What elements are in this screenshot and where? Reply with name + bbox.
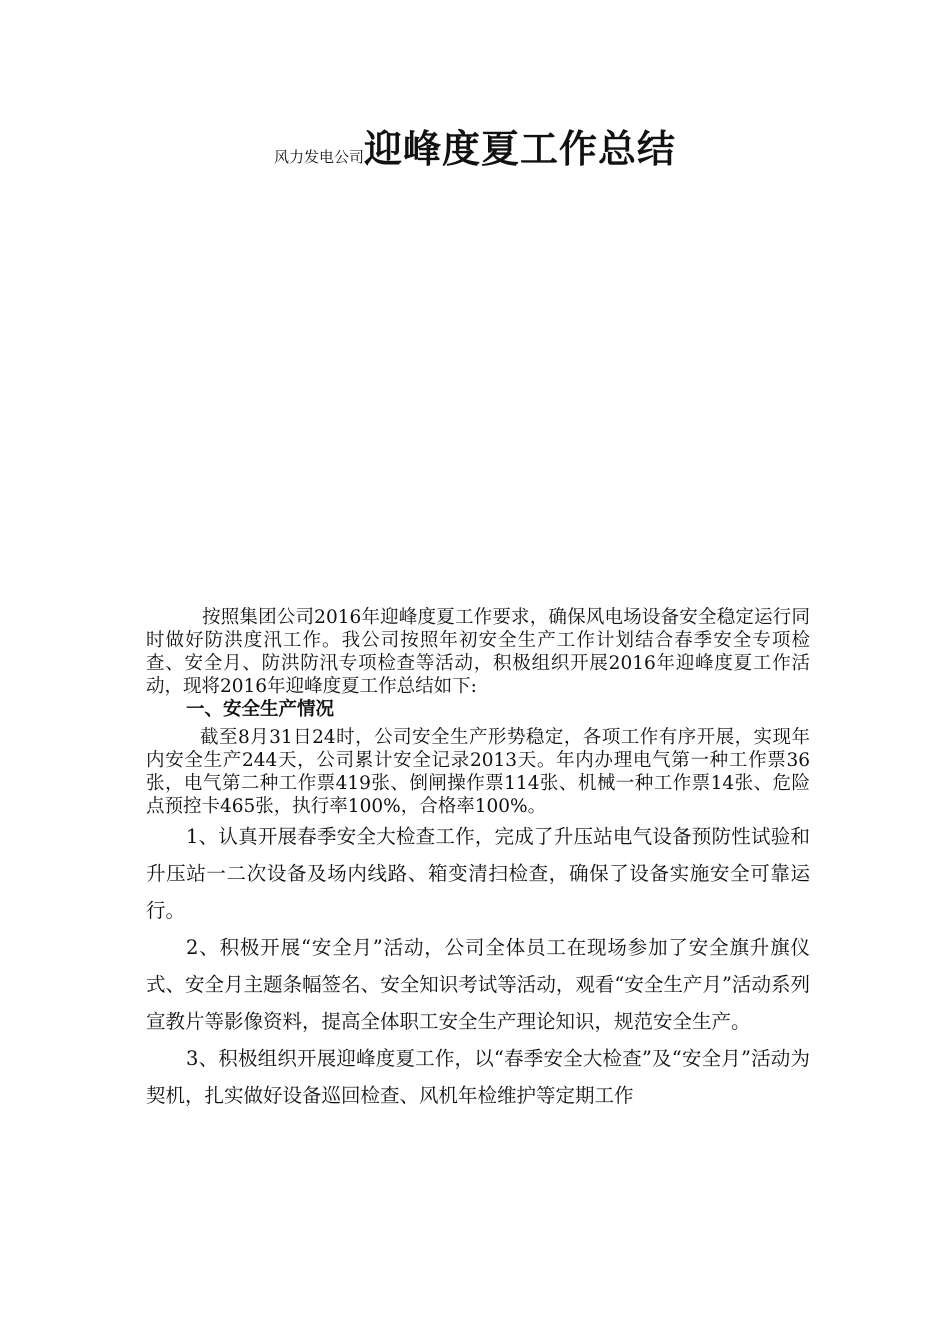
intro-paragraph: 按照集团公司2016年迎峰度夏工作要求，确保风电场设备安全稳定运行同时做好防洪度汛工作。我公司按照年初安全生产工作计划结合春季安全专项检查、安全月、防洪防汛专项检查等活动，积极组织开展2016年迎峰度夏工作活动，现将2016年迎峰度夏工作总结如下: [146, 607, 810, 697]
list-item: 3、积极组织开展迎峰度夏工作，以“春季安全大检查”及“安全月”活动为契机，扎实做好设备巡回检查、风机年检维护等定期工作 [146, 1047, 810, 1107]
item-list [146, 818, 810, 1114]
list-item: 2、积极开展“安全月”活动，公司全体员工在现场参加了安全旗升旗仪式、安全月主题条幅签名、安全知识考试等活动，观看“安全生产月”活动系列宣教片等影像资料，提高全体职工安全生产理论知识，规范安全生产。 [146, 936, 810, 1033]
section-heading: 一、安全生产情况 [186, 699, 335, 720]
title-prefix: 风力发电公司 [273, 148, 364, 166]
section-summary-paragraph: 截至8月31日24时，公司安全生产形势稳定，各项工作有序开展，实现年内安全生产244天，公司累计安全记录2013天。年内办理电气第一种工作票36张，电气第二种工作票419张、倒闸操作票114张、机械一种工作票14张、危险点预控卡465张，执行率100%，合格率100%。 [146, 727, 810, 817]
intro-section [146, 606, 810, 818]
list-item: 1、认真开展春季安全大检查工作，完成了升压站电气设备预防性试验和升压站一二次设备及场内线路、箱变清扫检查，确保了设备实施安全可靠运行。 [146, 825, 810, 922]
document-body [146, 606, 810, 1114]
document-title [0, 118, 950, 173]
title-main: 迎峰度夏工作总结 [364, 126, 677, 171]
